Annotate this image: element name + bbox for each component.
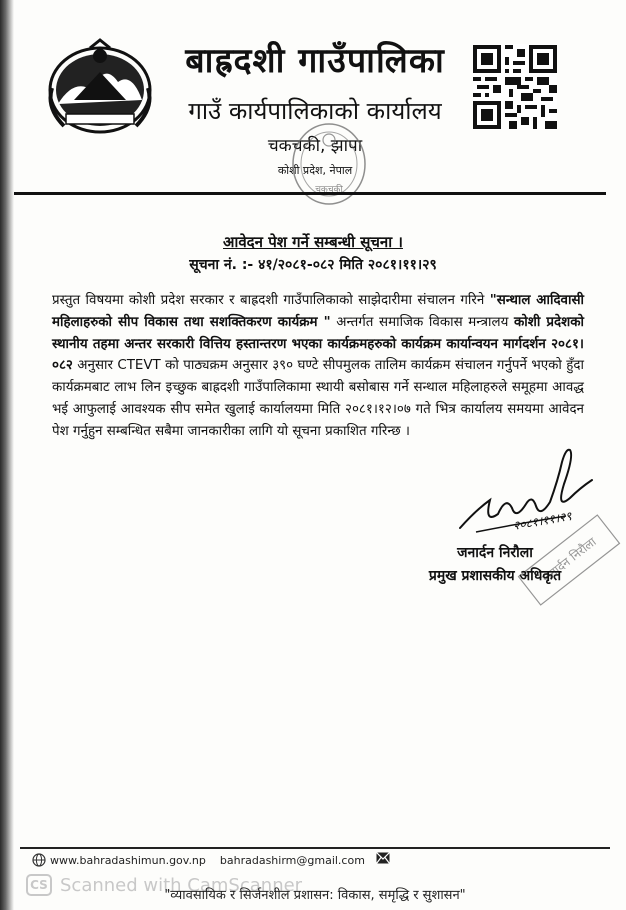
- office-location: चकचकी, झापा: [267, 136, 363, 156]
- footer-divider: [20, 847, 610, 849]
- nepal-emblem-icon: [44, 38, 156, 138]
- qr-code-icon: [473, 44, 557, 130]
- body-bold-2: कोशी प्रदेशको स्थानीय तहमा अन्तर सरकारी वित्तिय हस्तान्तरण भएका कार्यक्रमहरुको कार्यक्रम कार्यान्वयन मार्गदर्शन २०८१।०८२: [52, 314, 584, 374]
- signer-title: प्रमुख प्रशासकीय अधिकृत: [428, 568, 562, 584]
- camscanner-logo: CS: [26, 874, 52, 896]
- body-bold-1: "सन्थाल आदिवासी महिलाहरुको सीप विकास तथा सशक्तिकरण कार्यक्रम ": [52, 293, 584, 330]
- notice-number: सूचना नं. :- ४१/२०८१-०८२ मिति २०८१।११।२९: [189, 257, 437, 273]
- body-part-3: अनुसार CTEVT को पाठ्यक्रम अनुसार ३९० घण्टे सीपमुलक तालिम कार्यक्रम संचालन गर्नुपर्ने भएको हुँदा कार्यक्रमबाट लाभ लिन इच्छुक बाह्रदशी गाउँपालिकामा स्थायी बसोबास गर्ने सन्थाल महिलाहरुले समूहमा आवद्ध भई आफुलाई आवश्यक सीप समेत खुलाई कार्यालयमा मिति २०८१।१२।०७ गते भित्र कार्यालय समयमा आवेदन पेश गर्नुहुन सम्बन्धित सबैमा जानकारीका लागि यो सूचना प्रकाशित गरिन्छ ।: [52, 358, 584, 439]
- signature-date: २०८१।११।२९: [512, 508, 573, 533]
- office-province: कोशी प्रदेश, नेपाल: [277, 164, 353, 177]
- signer-name: जनार्दन निरौला: [457, 545, 533, 561]
- globe-icon: [32, 853, 46, 867]
- notice-heading: आवेदन पेश गर्ने सम्बन्धी सूचना ।: [223, 233, 403, 251]
- watermark-text: Scanned with CamScanner: [60, 874, 303, 896]
- footer-slogan: "व्यावसायिक र सिर्जनशील प्रशासन: विकास, समृद्धि र सुशासन": [164, 888, 466, 903]
- footer-contact: [32, 852, 365, 868]
- municipality-title: बाह्रदशी गाउँपालिका: [185, 41, 445, 81]
- body-part-1: प्रस्तुत विषयमा कोशी प्रदेश सरकार र बाह्रदशी गाउँपालिकाको साझेदारीमा संचालन गरिने: [52, 293, 490, 308]
- footer-email[interactable]: bahradashirm@gmail.com: [219, 853, 365, 867]
- office-subtitle: गाउँ कार्यपालिकाको कार्यालय: [188, 97, 442, 125]
- letterhead-divider: [14, 192, 606, 195]
- office-stamp-text: चकचकी: [315, 185, 343, 195]
- footer-website[interactable]: www.bahradashimun.gov.np: [50, 853, 206, 867]
- signatory-stamp-text: जनार्दन निरौला: [539, 534, 599, 586]
- body-part-2: अन्तर्गत समाजिक विकास मन्त्रालय: [330, 314, 515, 330]
- notice-body: [52, 290, 584, 443]
- envelope-icon: [376, 852, 390, 864]
- scan-edge-shadow: [0, 0, 14, 910]
